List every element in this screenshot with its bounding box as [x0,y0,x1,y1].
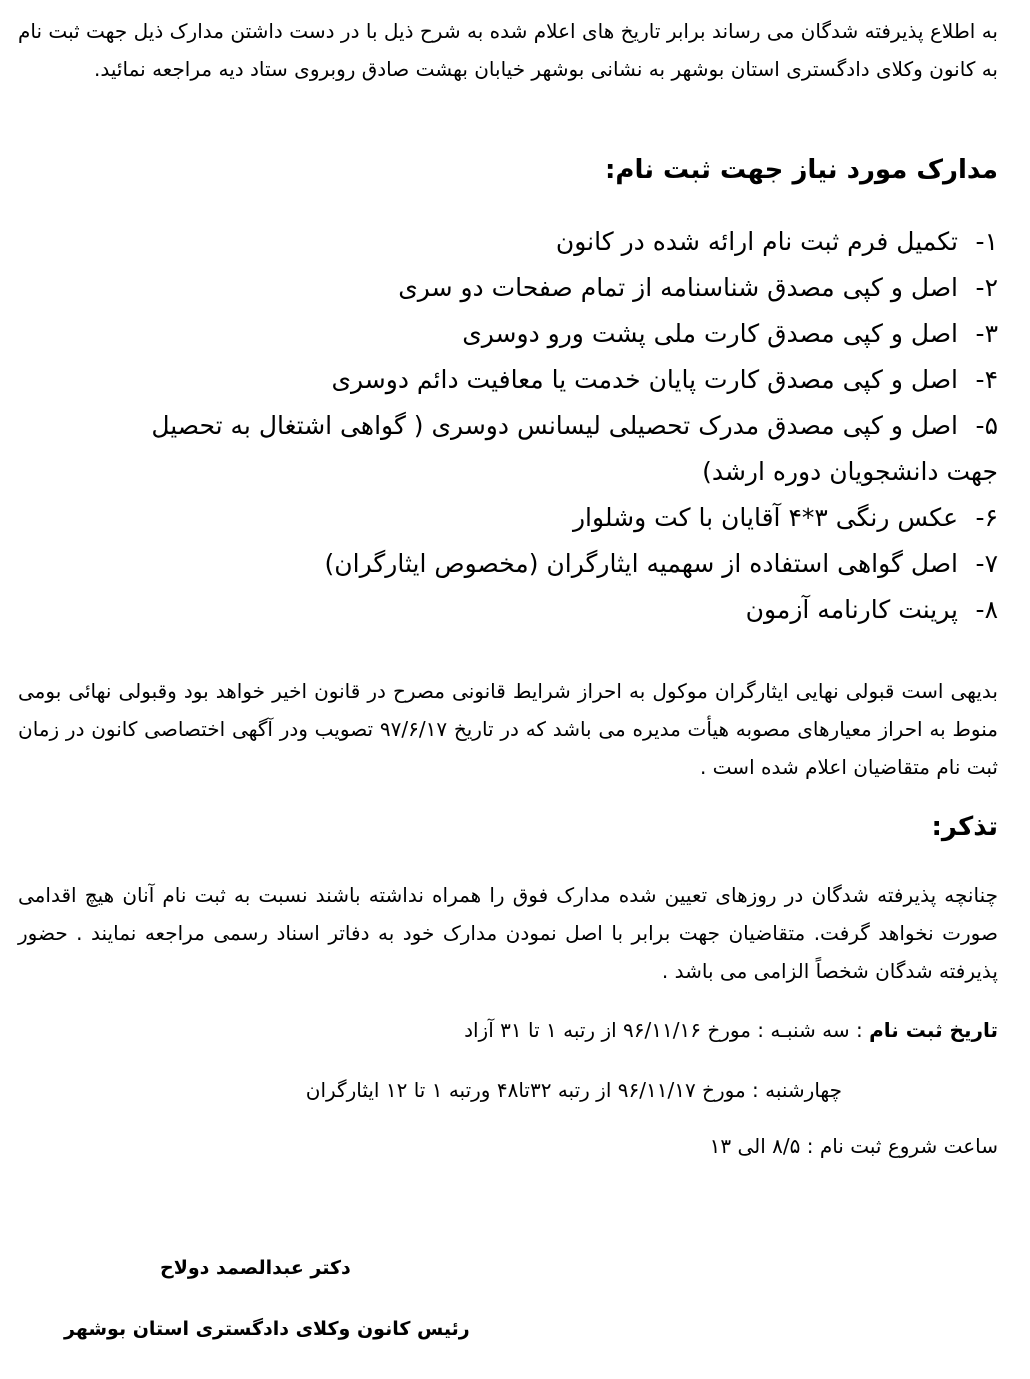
veterans-note-paragraph: بدیهی است قبولی نهایی ایثارگران موکول به احراز شرایط قانونی مصرح در قانون اخیر خواهد بود وقبولی نهائی بومی منوط به احراز معیارهای مصوبه هیأت مدیره می باشد که در تاریخ ۹۷/۶/۱۷ تصویب ودر آگهی اختصاصی کانون در زمان ثبت نام متقاضیان اعلام شده است . [18,679,998,779]
registration-label: تاریخ ثبت نام [869,1018,998,1042]
registration-hours: ساعت شروع ثبت نام : ۸/۵ الی ۱۳ [709,1134,998,1158]
documents-heading: مدارک مورد نیاز جهت ثبت نام: [605,155,998,185]
document-item: ۸-پرینت کارنامه آزمون [745,595,998,624]
intro-paragraph: به اطلاع پذیرفته شدگان می رساند برابر تاریخ های اعلام شده به شرح ذیل با در دست داشتن مدارک ذیل جهت ثبت نام به کانون وکلای دادگستری استان بوشهر به نشانی بوشهر خیابان بهشت صادق روبروی ستاد دیه مراجعه نمائید. [18,19,998,81]
document-item: ۷-اصل گواهی استفاده از سهمیه ایثارگران (مخصوص ایثارگران) [324,549,998,578]
reminder-paragraph: چنانچه پذیرفته شدگان در روزهای تعیین شده مدارک فوق را همراه نداشته باشند نسبت به ثبت نام آنان هیچ اقدامی صورت نخواهد گرفت. متقاضیان جهت برابر با اصل نمودن مدارک خود به دفاتر اسناد رسمی مراجعه نمایند . حضور پذیرفته شدگان شخصاً الزامی می باشد . [18,883,998,983]
signature-title: رئیس کانون وکلای دادگستری استان بوشهر [64,1318,470,1340]
documents-list [98,219,998,633]
document-item: ۵-اصل و کپی مصدق مدرک تحصیلی لیسانس دوسری ( گواهی اشتغال به تحصیل جهت دانشجویان دوره ارشد) [151,411,998,486]
document-item: ۲-اصل و کپی مصدق شناسنامه از تمام صفحات دو سری [398,273,998,302]
document-item: ۳-اصل و کپی مصدق کارت ملی پشت ورو دوسری [462,319,998,348]
registration-day1: تاریخ ثبت نام : سه شنبـه : مورخ ۹۶/۱۱/۱۶ از رتبه ۱ تا ۳۱ آزاد [464,1018,998,1042]
document-item: ۱-تکمیل فرم ثبت نام ارائه شده در کانون [555,227,998,256]
reminder-heading: تذکر: [931,812,998,842]
document-item: ۶-عکس رنگی ۳*۴ آقایان با کت وشلوار [572,503,998,532]
registration-day2: چهارشنبه : مورخ ۹۶/۱۱/۱۷ از رتبه ۳۲تا۴۸ ورتبه ۱ تا ۱۲ ایثارگران [305,1078,842,1102]
signature-name: دکتر عبدالصمد دولاح [160,1257,351,1279]
document-item: ۴-اصل و کپی مصدق کارت پایان خدمت یا معافیت دائم دوسری [331,365,998,394]
